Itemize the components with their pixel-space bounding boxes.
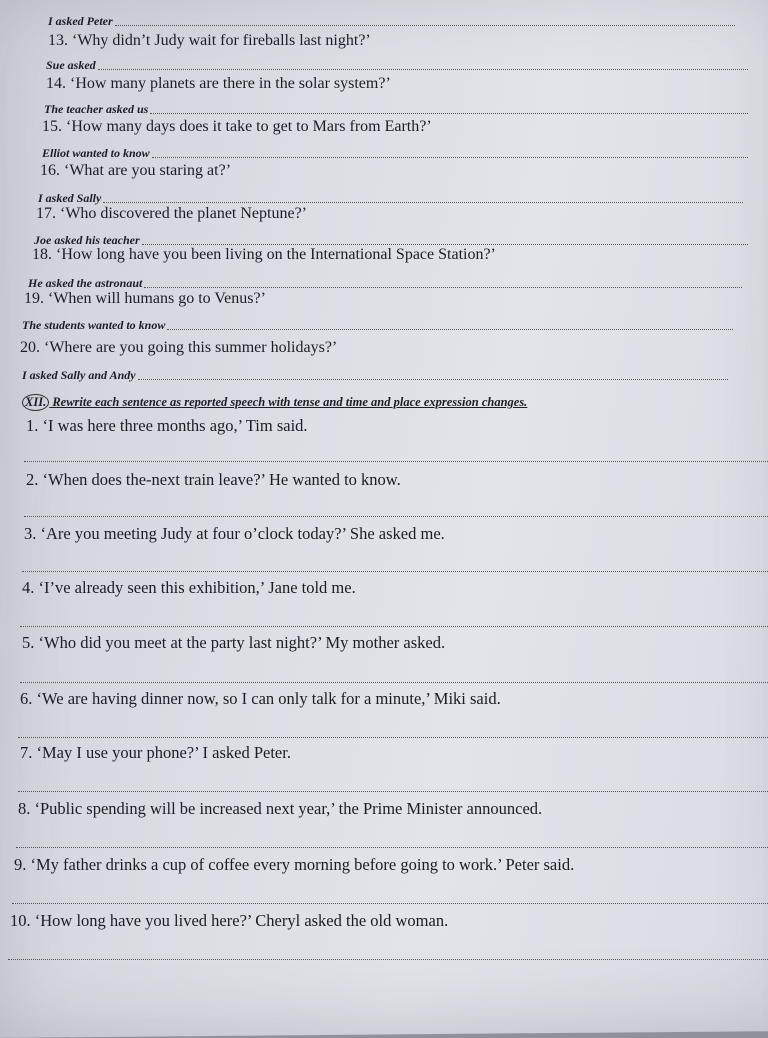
answer-dotted-line: [150, 112, 748, 114]
exercise-1: 1. ‘I was here three months ago,’ Tim said.: [26, 416, 308, 435]
question-13: 13. ‘Why didn’t Judy wait for fireballs last night?’: [48, 32, 371, 49]
prompt-line: [38, 191, 743, 206]
prompt-text: The teacher asked us: [44, 102, 149, 116]
answer-line[interactable]: [16, 847, 768, 848]
answer-line[interactable]: [20, 626, 768, 627]
prompt-line: [44, 102, 748, 117]
answer-dotted-line: [98, 68, 748, 70]
question-18: 18. ‘How long have you been living on the International Space Station?’: [32, 246, 496, 263]
exercise-10: 10. ‘How long have you lived here?’ Cheryl asked the old woman.: [10, 911, 449, 930]
prompt-line: [22, 318, 733, 333]
section-number: XII.: [22, 394, 49, 411]
prompt-line: [42, 146, 748, 161]
answer-dotted-line: [142, 243, 748, 245]
prompt-line: [48, 14, 735, 29]
answer-line[interactable]: [22, 571, 768, 572]
exercise-6: 6. ‘We are having dinner now, so I can only talk for a minute,’ Miki said.: [20, 689, 501, 708]
question-15: 15. ‘How many days does it take to get to Mars from Earth?’: [42, 118, 432, 135]
prompt-line: [28, 276, 742, 291]
prompt-text: Elliot wanted to know: [42, 146, 150, 160]
section-instruction: Rewrite each sentence as reported speech with tense and time and place expression changes.: [49, 395, 528, 409]
question-14: 14. ‘How many planets are there in the solar system?’: [46, 75, 391, 92]
prompt-text: I asked Sally and Andy: [22, 368, 136, 382]
answer-line[interactable]: [8, 959, 768, 960]
answer-line[interactable]: [12, 903, 768, 904]
prompt-line: [46, 58, 748, 73]
prompt-text: I asked Peter: [48, 14, 113, 28]
exercise-9: 9. ‘My father drinks a cup of coffee every morning before going to work.’ Peter said.: [14, 855, 575, 874]
section-heading: [22, 394, 527, 411]
answer-dotted-line: [103, 201, 743, 203]
exercise-7: 7. ‘May I use your phone?’ I asked Peter.: [20, 743, 291, 762]
answer-dotted-line: [167, 328, 733, 330]
prompt-line: [22, 368, 728, 383]
answer-line[interactable]: [20, 682, 768, 683]
prompt-text: I asked Sally: [38, 191, 102, 205]
prompt-text: The students wanted to know: [22, 318, 166, 332]
question-16: 16. ‘What are you staring at?’: [40, 162, 232, 179]
prompt-text: Sue asked: [46, 58, 96, 72]
exercise-8: 8. ‘Public spending will be increased next year,’ the Prime Minister announced.: [18, 799, 543, 818]
answer-dotted-line: [144, 286, 742, 288]
question-17: 17. ‘Who discovered the planet Neptune?’: [36, 205, 308, 222]
prompt-text: He asked the astronaut: [28, 276, 143, 290]
exercise-5: 5. ‘Who did you meet at the party last night?’ My mother asked.: [22, 633, 446, 652]
exercise-4: 4. ‘I’ve already seen this exhibition,’ Jane told me.: [22, 578, 356, 597]
question-19: 19. ‘When will humans go to Venus?’: [24, 290, 266, 307]
answer-dotted-line: [138, 378, 728, 380]
answer-line[interactable]: [24, 461, 768, 462]
answer-line[interactable]: [18, 791, 768, 792]
answer-dotted-line: [115, 24, 735, 26]
exercise-3: 3. ‘Are you meeting Judy at four o’clock today?’ She asked me.: [24, 524, 445, 543]
prompt-text: Joe asked his teacher: [34, 233, 140, 247]
answer-line[interactable]: [24, 516, 768, 517]
answer-line[interactable]: [18, 737, 768, 738]
exercise-2: 2. ‘When does the-next train leave?’ He wanted to know.: [26, 470, 401, 489]
answer-dotted-line: [152, 156, 748, 158]
question-20: 20. ‘Where are you going this summer holidays?’: [20, 339, 338, 356]
